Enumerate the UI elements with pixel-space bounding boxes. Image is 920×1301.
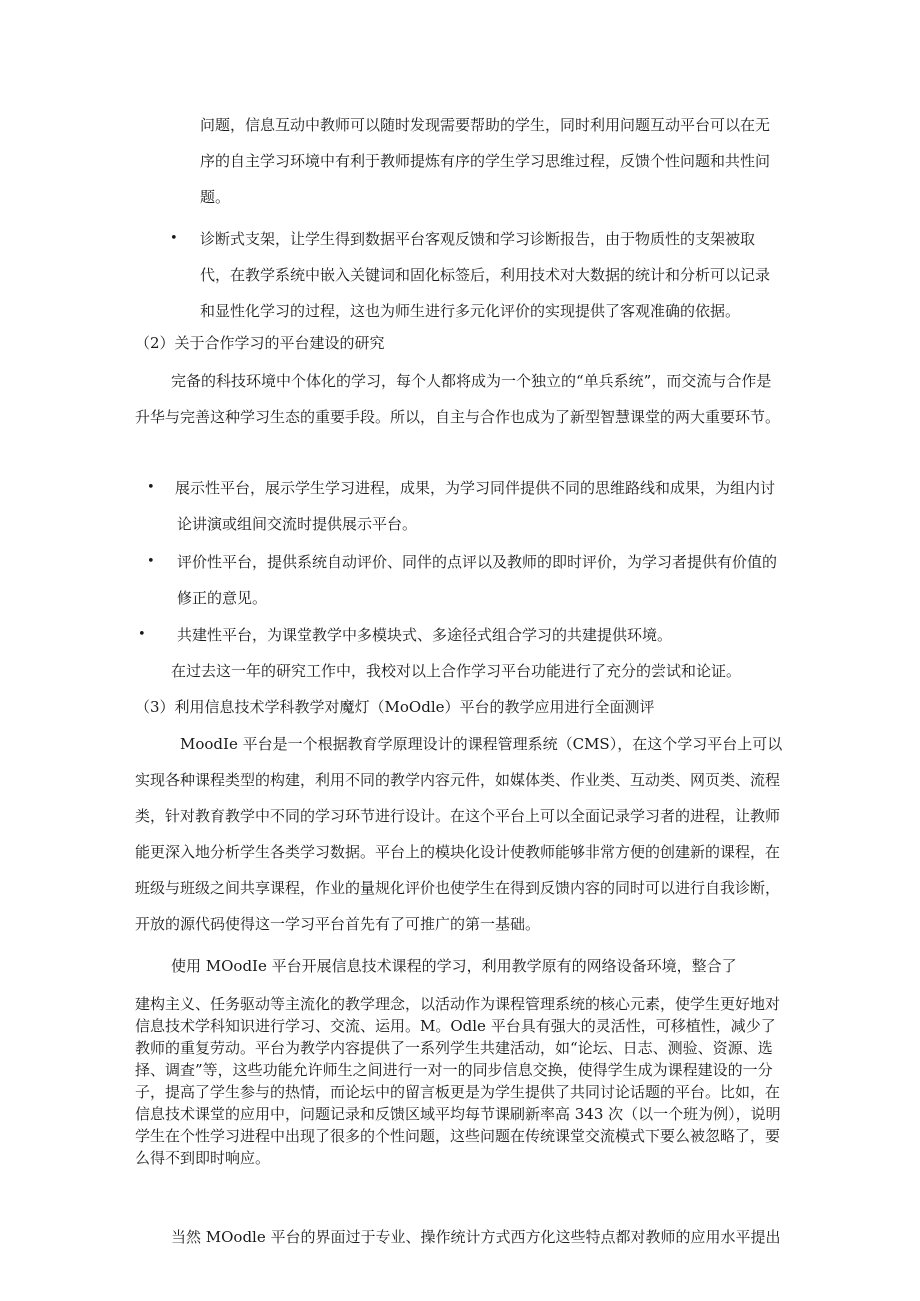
- section-heading-2: （2）关于合作学习的平台建设的研究: [135, 334, 385, 352]
- bullet-display-text: 展示性平台，展示学生学习进程，成果，为学习同伴提供不同的思维路线和成果，为组内讨论讲演或组间交流时提供展示平台。: [175, 479, 776, 533]
- paragraph-moodle-intro: MoodIe 平台是一个根据教育学原理设计的课程管理系统（CMS），在这个学习平台上可以实现各种课程类型的构建，利用不同的教学内容元件，如媒体类、作业类、互动类、网页类、流程类，针对教育教学中不同的学习环节进行设计。在这个平台上可以全面记录学习者的进程，让教师能更深入地分析学生各类学习数据。平台上的模块化设计使教师能够非常方便的创建新的课程，在班级与班级之间共享课程，作业的量规化评价也使学生在得到反馈内容的同时可以进行自我诊断，开放的源代码使得这一学习平台首先有了可推广的第一基础。: [135, 735, 783, 933]
- paragraph-collaboration: 完备的科技环境中个体化的学习，每个人都将成为一个独立的“单兵系统”，而交流与合作是升华与完善这种学习生态的重要手段。所以，自主与合作也成为了新型智慧课堂的两大重要环节。: [135, 372, 781, 426]
- bullet-coconstruct-marker: •: [138, 627, 146, 642]
- paragraph-moodle-use-body: 建构主义、任务驱动等主流化的教学理念，以活动作为课程管理系统的核心元素，使学生更好地对信息技术学科知识进行学习、交流、运用。M。Odle 平台具有强大的灵活性，可移植性，减少了教师的重复劳动。平台为教学内容提供了一系列学生共建活动，如“论坛、日志、测验、资源、选择、调查”等，这些功能允许师生之间进行一对一的同步信息交换，使得学生成为课程建设的一分子，提高了学生参与的热情，而论坛中的留言板更是为学生提供了共同讨论话题的平台。比如，在信息技术课堂的应用中，问题记录和反馈区域平均每节课刷新率高 343 次（以一个班为例），说明学生在个性学习进程中出现了很多的个性问题，这些问题在传统课堂交流模式下要么被忽略了，要么得不到即时响应。: [135, 995, 781, 1167]
- paragraph-past-year: 在过去这一年的研究工作中，我校对以上合作学习平台功能进行了充分的尝试和论证。: [171, 662, 742, 680]
- bullet-coconstruct-text: 共建性平台，为课堂教学中多模块式、多途径式组合学习的共建提供环境。: [177, 626, 673, 644]
- paragraph-continuation: 问题，信息互动中教师可以随时发现需要帮助的学生，同时利用问题互动平台可以在无序的自主学习环境中有利于教师提炼有序的学生学习思维过程，反馈个性问题和共性问题。: [200, 116, 771, 206]
- bullet-diagnostic-marker: •: [170, 231, 178, 246]
- section-heading-3: （3）利用信息技术学科教学对魔灯（MoOdle）平台的教学应用进行全面测评: [135, 698, 655, 716]
- paragraph-last: 当然 MOodle 平台的界面过于专业、操作统计方式西方化这些特点都对教师的应用水平提出: [171, 1228, 781, 1246]
- bullet-display-marker: •: [147, 480, 155, 495]
- bullet-diagnostic-text: 诊断式支架，让学生得到数据平台客观反馈和学习诊断报告，由于物质性的支架被取代，在教学系统中嵌入关键词和固化标签后，利用技术对大数据的统计和分析可以记录和显性化学习的过程，这也为师生进行多元化评价的实现提供了客观准确的依据。: [200, 230, 771, 320]
- paragraph-moodle-use-lead: 使用 MOodIe 平台开展信息技术课程的学习，利用教学原有的网络设备环境，整合了: [171, 957, 737, 975]
- bullet-evaluation-marker: •: [147, 554, 155, 569]
- bullet-evaluation-text: 评价性平台，提供系统自动评价、同伴的点评以及教师的即时评价，为学习者提供有价值的修正的意见。: [177, 553, 778, 607]
